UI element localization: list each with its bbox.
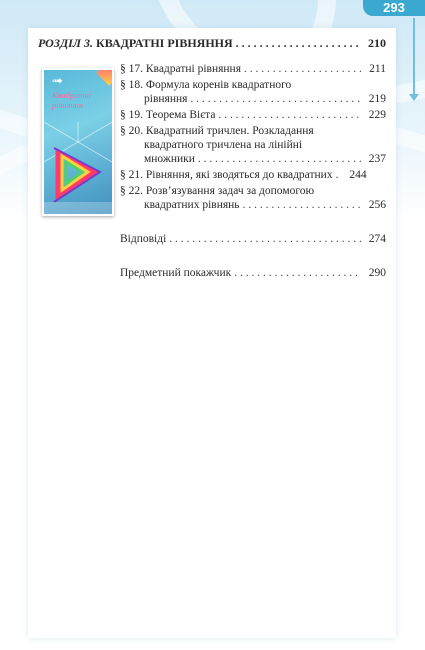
side-rule <box>413 18 415 98</box>
table-of-contents <box>28 28 396 638</box>
toc-page-number: 274 <box>368 233 386 245</box>
toc-section-row[interactable] <box>38 36 386 50</box>
toc-entry-18[interactable]: рівняння . . . 219 <box>144 92 386 106</box>
toc-page-number: 229 <box>368 109 386 121</box>
leader-dots <box>234 266 361 280</box>
toc-answers[interactable]: Відповіді . . . 274 <box>120 232 386 246</box>
toc-entry-22-line1[interactable]: § 22. Розв’язування задач за допомогою <box>120 185 315 197</box>
down-arrow-icon <box>409 94 419 101</box>
leader-dots <box>218 108 361 122</box>
toc-page-number: 237 <box>368 153 386 165</box>
toc-entry-20[interactable]: множники . . . 237 <box>144 152 386 166</box>
toc-section-title: РОЗДІЛ 3. КВАДРАТНІ РІВНЯННЯ <box>38 36 233 50</box>
leader-dots <box>244 62 361 76</box>
toc-entry-20-line2[interactable]: квадратного тричлена на лінійні <box>144 139 303 151</box>
toc-entry-17[interactable]: § 17. Квадратні рівняння . . . 211 <box>120 62 386 76</box>
cover-corner-decoration <box>96 68 114 86</box>
page-number-badge: 293 <box>363 0 425 16</box>
leader-dots <box>169 232 361 246</box>
toc-entry-19[interactable]: § 19. Теорема Вієта . . . 229 <box>120 108 386 122</box>
cover-illustration <box>44 122 112 214</box>
toc-page-number: 290 <box>368 267 386 279</box>
toc-page-number: 210 <box>368 36 386 50</box>
leader-dots <box>190 92 361 106</box>
toc-entry-22[interactable]: квадратних рівнянь . . . 256 <box>144 198 386 212</box>
toc-entry-21[interactable]: § 21. Рівняння, які зводяться до квадратних . . . 244 <box>120 168 386 182</box>
leader-dots <box>236 36 361 50</box>
toc-entry-20-line1[interactable]: § 20. Квадратний тричлен. Розкладання <box>120 125 314 137</box>
leader-dots <box>243 198 361 212</box>
toc-subject-index[interactable]: Предметний покажчик . . . 290 <box>120 266 386 280</box>
book-cover-image <box>42 68 114 216</box>
toc-page-number: 219 <box>368 93 386 105</box>
double-arrow-icon: ➟ <box>52 74 63 89</box>
book-cover-title: Квадратні рівняння <box>52 90 92 110</box>
leader-dots <box>198 152 361 166</box>
toc-page-number: 256 <box>368 199 386 211</box>
leader-dots <box>336 168 342 182</box>
toc-entry-18-line1[interactable]: § 18. Формула коренів квадратного <box>120 79 292 91</box>
toc-page-number: 244 <box>349 169 367 181</box>
toc-page-number: 211 <box>369 63 386 75</box>
